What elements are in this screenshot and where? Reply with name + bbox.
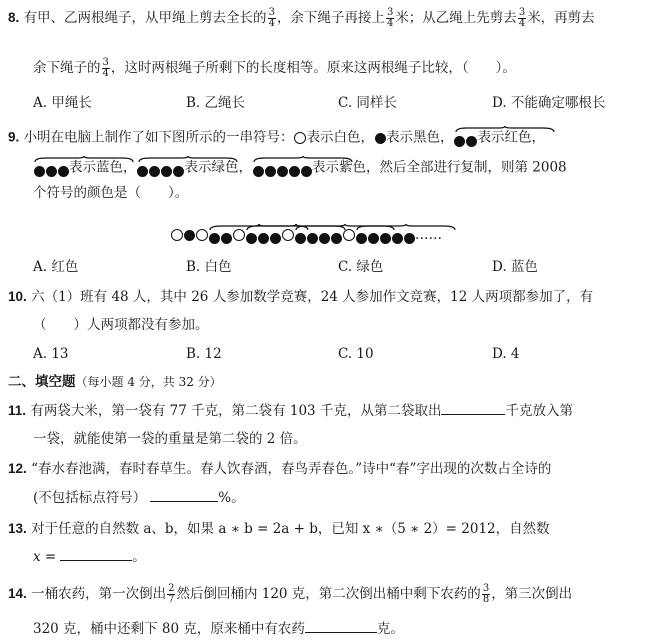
q11-line-2: 一袋，就能使第一袋的重量是第二袋的 2 倍。 bbox=[33, 431, 307, 447]
purple-symbol-group bbox=[252, 156, 312, 180]
green-symbol-group bbox=[294, 224, 342, 246]
black-circle-icon bbox=[375, 133, 386, 144]
q8-number: 8. bbox=[8, 10, 20, 25]
section-note: （每小题 4 分，共 32 分） bbox=[75, 375, 222, 389]
q8-text-a: 有甲、乙两根绳子，从甲绳上剪去全长的 bbox=[23, 10, 267, 26]
q9-text-g: 表示紫色，然后全部进行复制，则第 2008 bbox=[312, 159, 567, 176]
white-circle-icon bbox=[294, 132, 306, 144]
q8-text-f: ，这时两根绳子所剩下的长度相等。原来这两根绳子比较，（ ）。 bbox=[110, 60, 516, 76]
q13-text-c: 。 bbox=[132, 549, 146, 565]
q11-line-1 bbox=[8, 402, 573, 420]
q14-number: 14. bbox=[8, 586, 27, 601]
q11-text-a: 有两袋大米，第一袋有 77 千克，第二袋有 103 千克，从第二袋取出 bbox=[30, 403, 442, 419]
q9-option-b[interactable]: B. 白色 bbox=[186, 259, 232, 275]
q10-option-c[interactable]: C. 10 bbox=[338, 346, 374, 362]
q8-line-2 bbox=[33, 58, 516, 79]
blue-symbol-group bbox=[245, 224, 281, 246]
q8-line-1 bbox=[8, 8, 595, 29]
q9-text-c: 表示黑色， bbox=[386, 129, 454, 146]
section-title: 二、填空题 bbox=[8, 374, 76, 389]
q11-text-b: 千克放入第 bbox=[505, 403, 573, 419]
q9-text-d: 表示红色， bbox=[477, 129, 546, 146]
q12-line-2 bbox=[33, 489, 245, 507]
q8-option-c[interactable]: C. 同样长 bbox=[338, 95, 397, 111]
q10-number: 10. bbox=[8, 289, 27, 304]
q10-option-a[interactable]: A. 13 bbox=[33, 346, 69, 362]
q14-fraction-2: $\frac{3}{8}$ bbox=[482, 583, 490, 605]
q11-answer-blank[interactable] bbox=[441, 402, 505, 415]
q9-text-a: 小明在电脑上制作了如下图所示的一串符号： bbox=[23, 129, 294, 146]
q13-line-1 bbox=[8, 520, 550, 538]
q8-text-c: 米；从乙绳上先剪去 bbox=[395, 10, 517, 26]
q12-answer-blank[interactable] bbox=[150, 489, 218, 502]
q8-text-d: 米，再剪去 bbox=[527, 10, 595, 26]
q14-answer-blank[interactable] bbox=[305, 620, 377, 633]
q13-answer-blank[interactable] bbox=[60, 548, 132, 561]
q14-text-b: 然后倒回桶内 120 克，第二次倒出桶中剩下农药的 bbox=[176, 586, 481, 602]
q10-text-a: 六（1）班有 48 人，其中 26 人参加数学竞赛，24 人参加作文竞赛，12 人两项都参加了，有 bbox=[31, 289, 594, 305]
q9-line-2 bbox=[33, 156, 567, 180]
q12-line-1 bbox=[8, 460, 551, 478]
q14-text-e: 克。 bbox=[376, 621, 404, 637]
sequence-ellipsis: …… bbox=[415, 227, 442, 243]
q8-text-e: 余下绳子的 bbox=[33, 60, 101, 76]
q9-option-d[interactable]: D. 蓝色 bbox=[492, 259, 538, 275]
q9-text-f: 表示绿色， bbox=[184, 159, 252, 176]
q13-line-2 bbox=[33, 548, 146, 566]
white-circle-icon bbox=[233, 229, 245, 241]
q14-fraction-1: $\frac{2}{7}$ bbox=[168, 583, 175, 605]
q8-option-d[interactable]: D. 不能确定哪根长 bbox=[492, 95, 606, 111]
q11-number: 11. bbox=[8, 403, 27, 418]
q10-option-b[interactable]: B. 12 bbox=[186, 346, 222, 362]
q9-number: 9. bbox=[8, 129, 20, 145]
q12-text-b: (不包括标点符号） bbox=[33, 490, 147, 506]
q9-text-b: 表示白色， bbox=[306, 129, 375, 146]
white-circle-icon bbox=[171, 229, 183, 241]
white-circle-icon bbox=[282, 229, 294, 241]
q14-line-2 bbox=[33, 620, 404, 638]
q9-text-e: 表示蓝色， bbox=[69, 159, 137, 176]
q8-text-b: ，余下绳子再接上 bbox=[276, 10, 385, 26]
q13-number: 13. bbox=[8, 521, 27, 536]
q9-option-a[interactable]: A. 红色 bbox=[33, 259, 79, 275]
red-symbol-group bbox=[208, 224, 232, 246]
q9-option-c[interactable]: C. 绿色 bbox=[338, 259, 384, 275]
q14-text-c: ，第三次倒出 bbox=[491, 586, 573, 602]
black-circle-icon bbox=[184, 230, 195, 241]
q12-text-a: “春水春池满，春时春草生。春人饮春酒，春鸟弄春色。”诗中“春”字出现的次数占全诗的 bbox=[31, 461, 552, 477]
q12-text-c: %。 bbox=[218, 490, 245, 506]
q8-option-a[interactable]: A. 甲绳长 bbox=[33, 95, 92, 111]
symbol-sequence bbox=[170, 224, 442, 246]
q8-option-b[interactable]: B. 乙绳长 bbox=[186, 95, 246, 111]
purple-symbol-group bbox=[355, 224, 415, 246]
q9-line-1 bbox=[8, 126, 545, 150]
q8-fraction-3: $\frac{3}{4}$ bbox=[518, 7, 526, 29]
white-circle-icon bbox=[343, 229, 355, 241]
q13-text-a: 对于任意的自然数 a、b，如果 a ∗ b = 2a + b，已知 x ∗（5 ∗ 2）= 2012，自然数 bbox=[31, 521, 550, 537]
section-heading bbox=[8, 373, 222, 391]
q14-line-1 bbox=[8, 584, 572, 605]
q14-text-a: 一桶农药，第一次倒出 bbox=[31, 586, 167, 602]
q14-text-d: 320 克，桶中还剩下 80 克，原来桶中有农药 bbox=[33, 621, 305, 637]
q10-line-2: （ ）人两项都没有参加。 bbox=[33, 317, 209, 333]
q13-text-b: x = bbox=[33, 549, 57, 565]
q9-line-3: 个符号的颜色是（ ）。 bbox=[33, 185, 189, 201]
q8-fraction-2: $\frac{3}{4}$ bbox=[386, 7, 394, 29]
q8-fraction-1: $\frac{3}{4}$ bbox=[268, 7, 275, 29]
white-circle-icon bbox=[196, 229, 208, 241]
blue-symbol-group bbox=[33, 156, 69, 180]
green-symbol-group bbox=[137, 156, 185, 180]
q8-fraction-4: $\frac{3}{4}$ bbox=[102, 57, 109, 79]
q12-number: 12. bbox=[8, 461, 27, 476]
red-symbol-group bbox=[454, 126, 478, 150]
q10-line-1 bbox=[8, 288, 593, 306]
q10-option-d[interactable]: D. 4 bbox=[492, 346, 520, 362]
